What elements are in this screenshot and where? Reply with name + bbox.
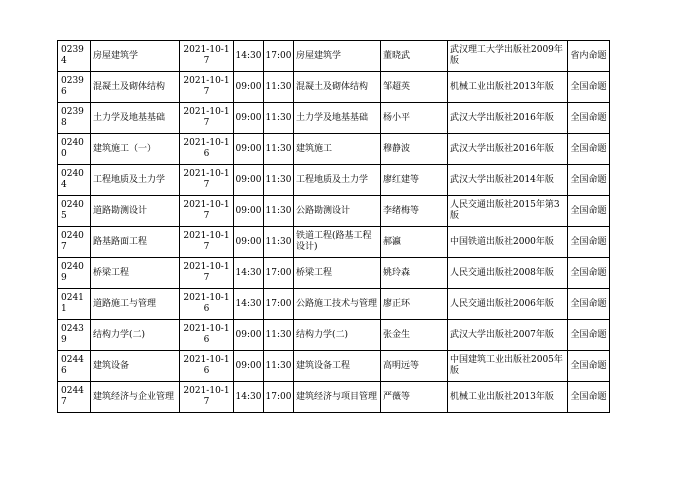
course-code-cell: 02405 — [58, 196, 91, 227]
table-body — [58, 41, 610, 413]
table-row — [58, 41, 610, 72]
textbook-cell: 混凝土及砌体结构 — [294, 72, 381, 103]
table-row — [58, 382, 610, 413]
course-name-cell: 房屋建筑学 — [91, 41, 180, 72]
author-cell: 张金生 — [381, 320, 448, 351]
course-name-cell: 建筑施工（一） — [91, 134, 180, 165]
end-time-cell: 11:30 — [264, 134, 294, 165]
author-cell: 廖正环 — [381, 289, 448, 320]
start-time-cell: 09:00 — [234, 320, 264, 351]
end-time-cell: 11:30 — [264, 103, 294, 134]
exam-schedule-table — [57, 40, 610, 413]
course-code-cell: 02404 — [58, 165, 91, 196]
course-name-cell: 工程地质及土力学 — [91, 165, 180, 196]
course-name-cell: 建筑经济与企业管理 — [91, 382, 180, 413]
exam-date-cell: 2021-10-16 — [180, 320, 234, 351]
exam-type-cell: 全国命题 — [568, 134, 610, 165]
exam-date-cell: 2021-10-16 — [180, 134, 234, 165]
author-cell: 姚玲森 — [381, 258, 448, 289]
exam-type-cell: 全国命题 — [568, 289, 610, 320]
course-name-cell: 道路施工与管理 — [91, 289, 180, 320]
textbook-cell: 建筑经济与项目管理 — [294, 382, 381, 413]
table-row — [58, 134, 610, 165]
course-name-cell: 建筑设备 — [91, 351, 180, 382]
exam-type-cell: 全国命题 — [568, 382, 610, 413]
course-name-cell: 结构力学(二) — [91, 320, 180, 351]
textbook-cell: 公路施工技术与管理 — [294, 289, 381, 320]
publisher-cell: 人民交通出版社2008年版 — [448, 258, 568, 289]
course-name-cell: 桥梁工程 — [91, 258, 180, 289]
course-code-cell: 02407 — [58, 227, 91, 258]
author-cell: 郝瀛 — [381, 227, 448, 258]
author-cell: 邹超英 — [381, 72, 448, 103]
author-cell: 穆静波 — [381, 134, 448, 165]
publisher-cell: 机械工业出版社2013年版 — [448, 382, 568, 413]
table-row — [58, 196, 610, 227]
start-time-cell: 14:30 — [234, 382, 264, 413]
end-time-cell: 11:30 — [264, 72, 294, 103]
textbook-cell: 土力学及地基基础 — [294, 103, 381, 134]
start-time-cell: 09:00 — [234, 196, 264, 227]
table-row — [58, 351, 610, 382]
exam-type-cell: 全国命题 — [568, 196, 610, 227]
author-cell: 李绪梅等 — [381, 196, 448, 227]
exam-date-cell: 2021-10-17 — [180, 227, 234, 258]
textbook-cell: 铁道工程(路基工程设计) — [294, 227, 381, 258]
end-time-cell: 17:00 — [264, 258, 294, 289]
publisher-cell: 武汉理工大学出版社2009年版 — [448, 41, 568, 72]
end-time-cell: 17:00 — [264, 289, 294, 320]
start-time-cell: 14:30 — [234, 258, 264, 289]
publisher-cell: 武汉大学出版社2014年版 — [448, 165, 568, 196]
course-code-cell: 02411 — [58, 289, 91, 320]
textbook-cell: 公路勘测设计 — [294, 196, 381, 227]
exam-type-cell: 全国命题 — [568, 227, 610, 258]
exam-date-cell: 2021-10-17 — [180, 196, 234, 227]
table-row — [58, 165, 610, 196]
course-name-cell: 混凝土及砌体结构 — [91, 72, 180, 103]
end-time-cell: 11:30 — [264, 227, 294, 258]
start-time-cell: 09:00 — [234, 134, 264, 165]
publisher-cell: 武汉大学出版社2016年版 — [448, 134, 568, 165]
exam-type-cell: 省内命题 — [568, 41, 610, 72]
exam-type-cell: 全国命题 — [568, 165, 610, 196]
textbook-cell: 工程地质及土力学 — [294, 165, 381, 196]
textbook-cell: 房屋建筑学 — [294, 41, 381, 72]
exam-date-cell: 2021-10-16 — [180, 351, 234, 382]
course-code-cell: 02447 — [58, 382, 91, 413]
exam-date-cell: 2021-10-17 — [180, 103, 234, 134]
publisher-cell: 中国建筑工业出版社2005年版 — [448, 351, 568, 382]
course-name-cell: 路基路面工程 — [91, 227, 180, 258]
publisher-cell: 中国铁道出版社2000年版 — [448, 227, 568, 258]
exam-date-cell: 2021-10-17 — [180, 72, 234, 103]
end-time-cell: 11:30 — [264, 351, 294, 382]
table-row — [58, 289, 610, 320]
publisher-cell: 人民交通出版社2015年第3版 — [448, 196, 568, 227]
exam-type-cell: 全国命题 — [568, 320, 610, 351]
publisher-cell: 武汉大学出版社2007年版 — [448, 320, 568, 351]
end-time-cell: 11:30 — [264, 320, 294, 351]
course-code-cell: 02400 — [58, 134, 91, 165]
textbook-cell: 建筑施工 — [294, 134, 381, 165]
exam-date-cell: 2021-10-17 — [180, 41, 234, 72]
start-time-cell: 14:30 — [234, 41, 264, 72]
author-cell: 杨小平 — [381, 103, 448, 134]
course-code-cell: 02446 — [58, 351, 91, 382]
exam-type-cell: 全国命题 — [568, 72, 610, 103]
end-time-cell: 11:30 — [264, 165, 294, 196]
textbook-cell: 结构力学(二) — [294, 320, 381, 351]
start-time-cell: 09:00 — [234, 227, 264, 258]
exam-type-cell: 全国命题 — [568, 103, 610, 134]
course-code-cell: 02409 — [58, 258, 91, 289]
course-code-cell: 02439 — [58, 320, 91, 351]
course-name-cell: 道路勘测设计 — [91, 196, 180, 227]
table-row — [58, 320, 610, 351]
author-cell: 董晓武 — [381, 41, 448, 72]
start-time-cell: 09:00 — [234, 72, 264, 103]
table-row — [58, 103, 610, 134]
publisher-cell: 机械工业出版社2013年版 — [448, 72, 568, 103]
end-time-cell: 17:00 — [264, 41, 294, 72]
exam-date-cell: 2021-10-17 — [180, 382, 234, 413]
exam-date-cell: 2021-10-17 — [180, 258, 234, 289]
exam-type-cell: 全国命题 — [568, 258, 610, 289]
start-time-cell: 09:00 — [234, 351, 264, 382]
textbook-cell: 桥梁工程 — [294, 258, 381, 289]
course-code-cell: 02396 — [58, 72, 91, 103]
publisher-cell: 人民交通出版社2006年版 — [448, 289, 568, 320]
start-time-cell: 14:30 — [234, 289, 264, 320]
publisher-cell: 武汉大学出版社2016年版 — [448, 103, 568, 134]
author-cell: 严薇等 — [381, 382, 448, 413]
end-time-cell: 11:30 — [264, 196, 294, 227]
start-time-cell: 09:00 — [234, 103, 264, 134]
course-code-cell: 02398 — [58, 103, 91, 134]
author-cell: 廖红建等 — [381, 165, 448, 196]
course-name-cell: 土力学及地基基础 — [91, 103, 180, 134]
start-time-cell: 09:00 — [234, 165, 264, 196]
table-row — [58, 227, 610, 258]
table-row — [58, 72, 610, 103]
exam-date-cell: 2021-10-16 — [180, 289, 234, 320]
course-code-cell: 02394 — [58, 41, 91, 72]
end-time-cell: 17:00 — [264, 382, 294, 413]
textbook-cell: 建筑设备工程 — [294, 351, 381, 382]
author-cell: 高明远等 — [381, 351, 448, 382]
table-row — [58, 258, 610, 289]
exam-date-cell: 2021-10-17 — [180, 165, 234, 196]
exam-type-cell: 全国命题 — [568, 351, 610, 382]
